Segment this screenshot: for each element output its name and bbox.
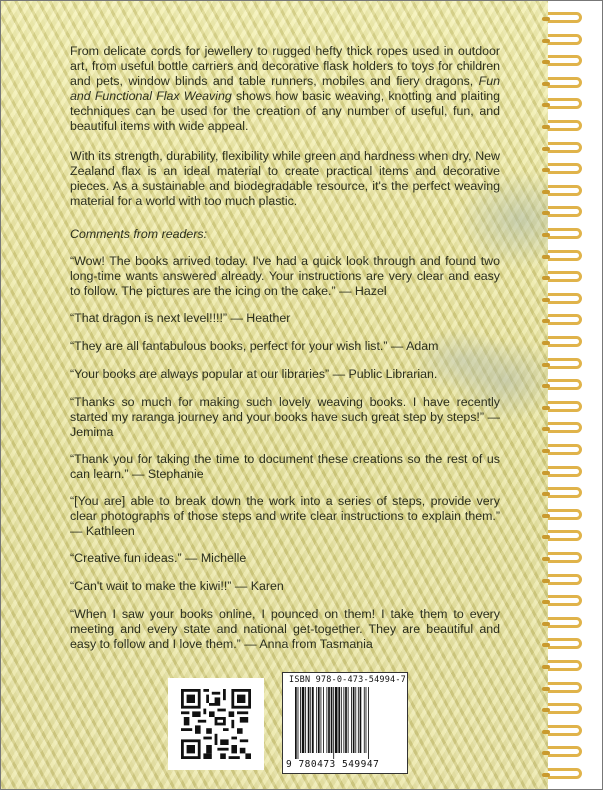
comment-stephanie: “Thank you for taking the time to document these creations so the rest of us can learn.” — Stephanie <box>70 452 500 481</box>
spiral-coil <box>548 185 582 196</box>
spiral-coil <box>548 638 582 649</box>
comment-librarian: “Your books are always popular at our libraries” — Public Librarian. <box>70 367 438 381</box>
spiral-coil <box>548 444 582 455</box>
isbn-label: ISBN 978-0-473-54994-7 <box>289 675 406 685</box>
barcode-bar <box>328 687 330 753</box>
spiral-coil <box>548 336 582 347</box>
spiral-coil-hole <box>542 298 550 302</box>
comment-karen: “Can't wait to make the kiwi!!” — Karen <box>70 579 284 593</box>
barcode-bar <box>353 687 355 753</box>
spiral-coil <box>548 617 582 628</box>
spiral-coil-hole <box>542 643 550 647</box>
spiral-coil-hole <box>542 449 550 453</box>
barcode-bar <box>318 687 320 753</box>
spiral-coil <box>548 574 582 585</box>
spiral-coil-hole <box>542 687 550 691</box>
spiral-coil-hole <box>542 384 550 388</box>
spiral-coil-hole <box>542 492 550 496</box>
barcode-digits: 9 780473 549947 <box>286 759 380 770</box>
barcode-bar <box>351 687 352 753</box>
spiral-coil-hole <box>542 751 550 755</box>
spiral-coil-hole <box>542 125 550 129</box>
spiral-coil-hole <box>542 255 550 259</box>
barcode-bar <box>302 687 305 753</box>
spiral-coil <box>548 552 582 563</box>
spiral-coil-hole <box>542 276 550 280</box>
qr-code-icon <box>181 689 251 759</box>
back-cover-text <box>70 44 500 667</box>
spiral-coil <box>548 401 582 412</box>
spiral-coil-hole <box>542 427 550 431</box>
barcode-bar <box>300 687 301 753</box>
spiral-coil-hole <box>542 233 550 237</box>
spiral-coil-hole <box>542 471 550 475</box>
spiral-coil-hole <box>542 579 550 583</box>
spiral-coil <box>548 77 582 88</box>
spiral-coil-hole <box>542 211 550 215</box>
barcode-bar <box>312 687 314 753</box>
spiral-coil-hole <box>542 363 550 367</box>
spiral-coil-hole <box>542 406 550 410</box>
spiral-coil <box>548 595 582 606</box>
qr-code <box>168 678 264 770</box>
comment-kathleen: “[You are] able to break down the work into a series of steps, provide very clear photographs of those steps and write clear instructions to explain them.” — Kathleen <box>70 494 500 538</box>
spiral-coil-hole <box>542 730 550 734</box>
spiral-coil <box>548 55 582 66</box>
barcode-bars <box>295 687 397 759</box>
spiral-coil <box>548 206 582 217</box>
spiral-coil-hole <box>542 103 550 107</box>
spiral-coil <box>548 746 582 757</box>
comments-heading: Comments from readers: <box>70 227 208 241</box>
intro-paragraph-1 <box>70 44 500 134</box>
spiral-coil <box>548 358 582 369</box>
spiral-coil-hole <box>542 190 550 194</box>
comment-heather: “That dragon is next level!!!!” — Heather <box>70 311 291 325</box>
barcode-bar <box>355 687 356 753</box>
barcode-bar <box>331 687 333 753</box>
spiral-coil-hole <box>542 557 550 561</box>
barcode-bar <box>364 687 365 753</box>
spiral-coil <box>548 98 582 109</box>
spiral-coil-hole <box>542 622 550 626</box>
barcode-bar <box>308 687 310 753</box>
barcode-bar <box>348 687 349 753</box>
spiral-coil-hole <box>542 665 550 669</box>
spiral-coil-hole <box>542 39 550 43</box>
spiral-coil-hole <box>542 319 550 323</box>
barcode-bar <box>366 687 367 753</box>
barcode-bar <box>360 687 362 753</box>
spiral-coil-hole <box>542 708 550 712</box>
spiral-coil-hole <box>542 168 550 172</box>
comment-hazel: “Wow! The books arrived today. I've had a quick look through and found two long-time wants answered already. Your instructions are very clear and easy to follow. The pictures are the icing on the cake.” — Hazel <box>70 254 500 298</box>
spiral-binding <box>548 0 603 790</box>
barcode-bar <box>305 687 306 753</box>
spiral-coil <box>548 703 582 714</box>
spiral-coil <box>548 660 582 671</box>
barcode-bar <box>345 687 347 753</box>
spiral-coil <box>548 725 582 736</box>
spiral-coil <box>548 271 582 282</box>
spiral-coil-hole <box>542 514 550 518</box>
barcode-bar <box>358 687 359 753</box>
spiral-coil <box>548 314 582 325</box>
comment-michelle: “Creative fun ideas.” — Michelle <box>70 551 247 565</box>
intro-text-part: shows how basic weaving, knotting and plaiting techniques can be used for the creation of any number of useful, fun, and beautiful items with wide appeal. <box>70 89 500 133</box>
barcode-bar <box>368 687 369 759</box>
barcode-bar <box>343 687 344 753</box>
barcode-bar <box>333 687 334 759</box>
spiral-coil-hole <box>542 147 550 151</box>
spiral-coil <box>548 163 582 174</box>
barcode-bar <box>310 687 311 753</box>
isbn-barcode <box>282 672 408 774</box>
spiral-coil <box>548 120 582 131</box>
intro-paragraph-2: With its strength, durability, flexibility while green and hardness when dry, New Zealand flax is an ideal material to create practical items and decorative pieces. As a sustainable and biodegradable resource, it's the perfect weaving material for a world with too much plastic. <box>70 149 500 208</box>
spiral-coil-hole <box>542 82 550 86</box>
spiral-coil <box>548 422 582 433</box>
spiral-coil <box>548 487 582 498</box>
spiral-coil-hole <box>542 600 550 604</box>
barcode-bar <box>341 687 342 753</box>
barcode-bar <box>321 687 322 753</box>
spiral-coil <box>548 530 582 541</box>
spiral-coil-hole <box>542 341 550 345</box>
spiral-coil <box>548 12 582 23</box>
barcode-bar <box>326 687 327 753</box>
barcode-bar <box>298 687 299 759</box>
book-title-inline: Fun and Functional Flax Weaving <box>70 74 500 103</box>
spiral-coil-hole <box>542 773 550 777</box>
spiral-coil <box>548 682 582 693</box>
spiral-coil <box>548 509 582 520</box>
spiral-coil-hole <box>542 60 550 64</box>
intro-text-part: From delicate cords for jewellery to rugged hefty thick ropes used in outdoor art, from useful bottle carriers and decorative flask holders to toys for children and pets, window blinds and table runners, mobiles and fiery dragons, <box>70 44 500 88</box>
barcode-bar <box>323 687 324 753</box>
comment-adam: “They are all fantabulous books, perfect for your wish list.” — Adam <box>70 339 439 353</box>
comment-jemima: “Thanks so much for making such lovely weaving books. I have recently started my raranga journey and your books have such great step by steps!” — Jemima <box>70 395 500 439</box>
barcode-bar <box>338 687 340 753</box>
spiral-coil <box>548 768 582 779</box>
spiral-coil <box>548 250 582 261</box>
barcode-bar <box>295 687 297 759</box>
comment-anna: “When I saw your books online, I pounced on them! I take them to every meeting and every state and national get-together. They are beautiful and easy to follow and I love them.” — Anna from Tasmania <box>70 607 500 651</box>
spiral-coil <box>548 379 582 390</box>
barcode-bar <box>335 687 338 753</box>
spiral-coil <box>548 228 582 239</box>
spiral-coil <box>548 142 582 153</box>
spiral-coil <box>548 34 582 45</box>
spiral-coil <box>548 466 582 477</box>
spiral-coil-hole <box>542 535 550 539</box>
spiral-coil-hole <box>542 17 550 21</box>
spiral-coil <box>548 293 582 304</box>
barcode-bar <box>316 687 317 753</box>
